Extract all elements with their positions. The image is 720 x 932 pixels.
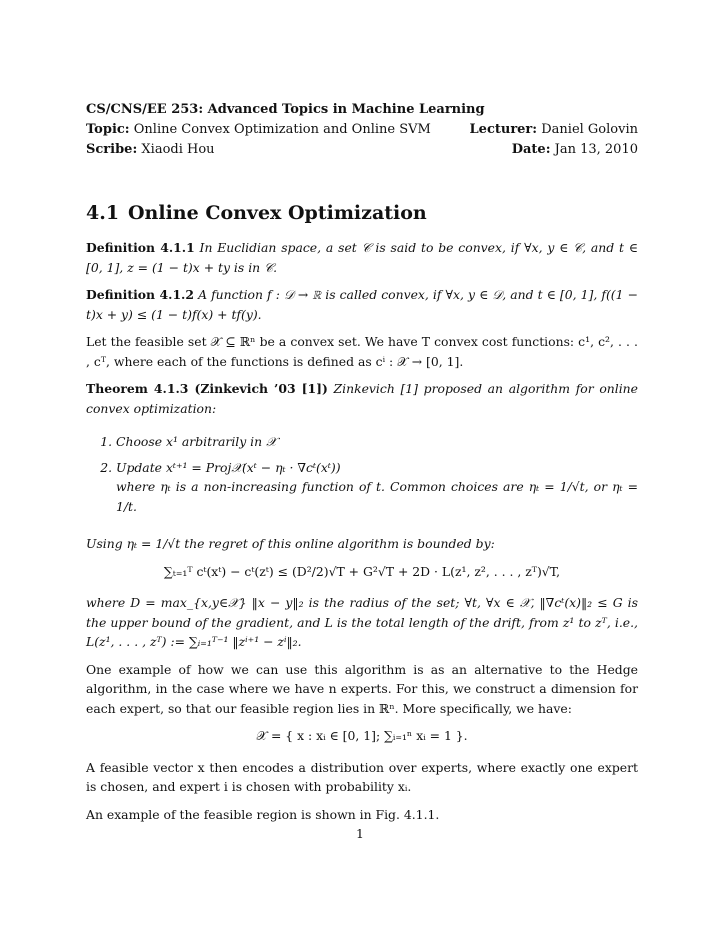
topic-field: Topic: Online Convex Optimization and Online SVM xyxy=(86,122,431,137)
page-number: 1 xyxy=(356,826,364,841)
regret-definitions: where D = max_{x,y∈𝒳} ‖x − y‖₂ is the radius of the set; ∀t, ∀x ∈ 𝒳, ‖∇cᵗ(x)‖₂ ≤ G is the upper bound of the gradient, and L is the total length of the drift, from z¹ to zᵀ, i.e., L(z¹, . . . , zᵀ) := ∑ᵢ₌₁ᵀ⁻¹ ‖zⁱ⁺¹ − zⁱ‖₂. xyxy=(86,595,638,649)
lecture-body xyxy=(86,238,638,832)
feasible-set-paragraph: Let the feasible set 𝒳 ⊆ ℝⁿ be a convex set. We have T convex cost functions: c¹, c², . . . , cᵀ, where each of the functions is defined as cⁱ : 𝒳 → [0, 1]. xyxy=(86,334,638,369)
regret-bound-equation: ∑ₜ₌₁ᵀ cᵗ(xᵗ) − cᵗ(zᵗ) ≤ (D²/2)√T + G²√T + 2D · L(z¹, z², . . . , zᵀ)√T, xyxy=(163,563,561,579)
date-field: Date: Jan 13, 2010 xyxy=(511,142,638,157)
definition-convex-function: Definition 4.1.2 A function f : 𝒟 → ℝ is called convex, if ∀x, y ∈ 𝒟, and t ∈ [0, 1], f((1 − t)x + y) ≤ (1 − t)f(x) + tf(y). xyxy=(86,287,638,322)
theorem-zinkevich: Theorem 4.1.3 (Zinkevich ’03 [1]) Zinkevich [1] proposed an algorithm for online convex optimization: xyxy=(86,381,638,416)
algorithm-step-2: 2. Update xᵗ⁺¹ = Proj𝒳(xᵗ − ηₜ · ∇cᵗ(xᵗ)) where ηₜ is a non-increasing function of t. Common choices are ηₜ = 1/√t, or ηₜ = 1/t. xyxy=(116,458,638,517)
section-heading xyxy=(86,202,427,224)
course-row xyxy=(86,100,638,120)
hedge-paragraph: One example of how we can use this algorithm is as an alternative to the Hedge algorithm, in the case where we have n experts. For this, we construct a dimension for each expert, so that our feasible region lies in ℝⁿ. More specifically, we have: xyxy=(86,661,638,716)
lecture-header xyxy=(86,100,638,160)
scribe-field: Scribe: Xiaodi Hou xyxy=(86,142,215,157)
topic-row xyxy=(86,120,638,140)
figure-reference: An example of the feasible region is shown in Fig. 4.1.1. xyxy=(86,806,440,822)
feasible-vector-paragraph: A feasible vector x then encodes a distribution over experts, where exactly one expert is chosen, and expert i is chosen with probability xᵢ. xyxy=(86,759,638,794)
lecturer-field: Lecturer: Daniel Golovin xyxy=(469,122,638,137)
definition-convex-set: Definition 4.1.1 In Euclidian space, a set 𝒞 is said to be convex, if ∀x, y ∈ 𝒞, and t ∈ [0, 1], z = (1 − t)x + ty is in 𝒞. xyxy=(86,240,638,275)
section-title: Online Convex Optimization xyxy=(128,202,427,224)
section-number: 4.1 xyxy=(86,202,120,224)
scribe-row xyxy=(86,140,638,160)
algorithm-steps xyxy=(86,432,638,516)
simplex-equation: 𝒳 = { x : xᵢ ∈ [0, 1]; ∑ᵢ₌₁ⁿ xᵢ = 1 }. xyxy=(256,728,468,743)
algorithm-step-1: 1. Choose x¹ arbitrarily in 𝒳 xyxy=(116,432,638,452)
course-title: CS/CNS/EE 253: Advanced Topics in Machine Learning xyxy=(86,102,485,117)
regret-intro: Using ηₜ = 1/√t the regret of this online algorithm is bounded by: xyxy=(86,536,495,551)
step-2-where: where ηₜ is a non-increasing function of t. Common choices are ηₜ = 1/√t, or ηₜ = 1/t. xyxy=(116,479,638,514)
